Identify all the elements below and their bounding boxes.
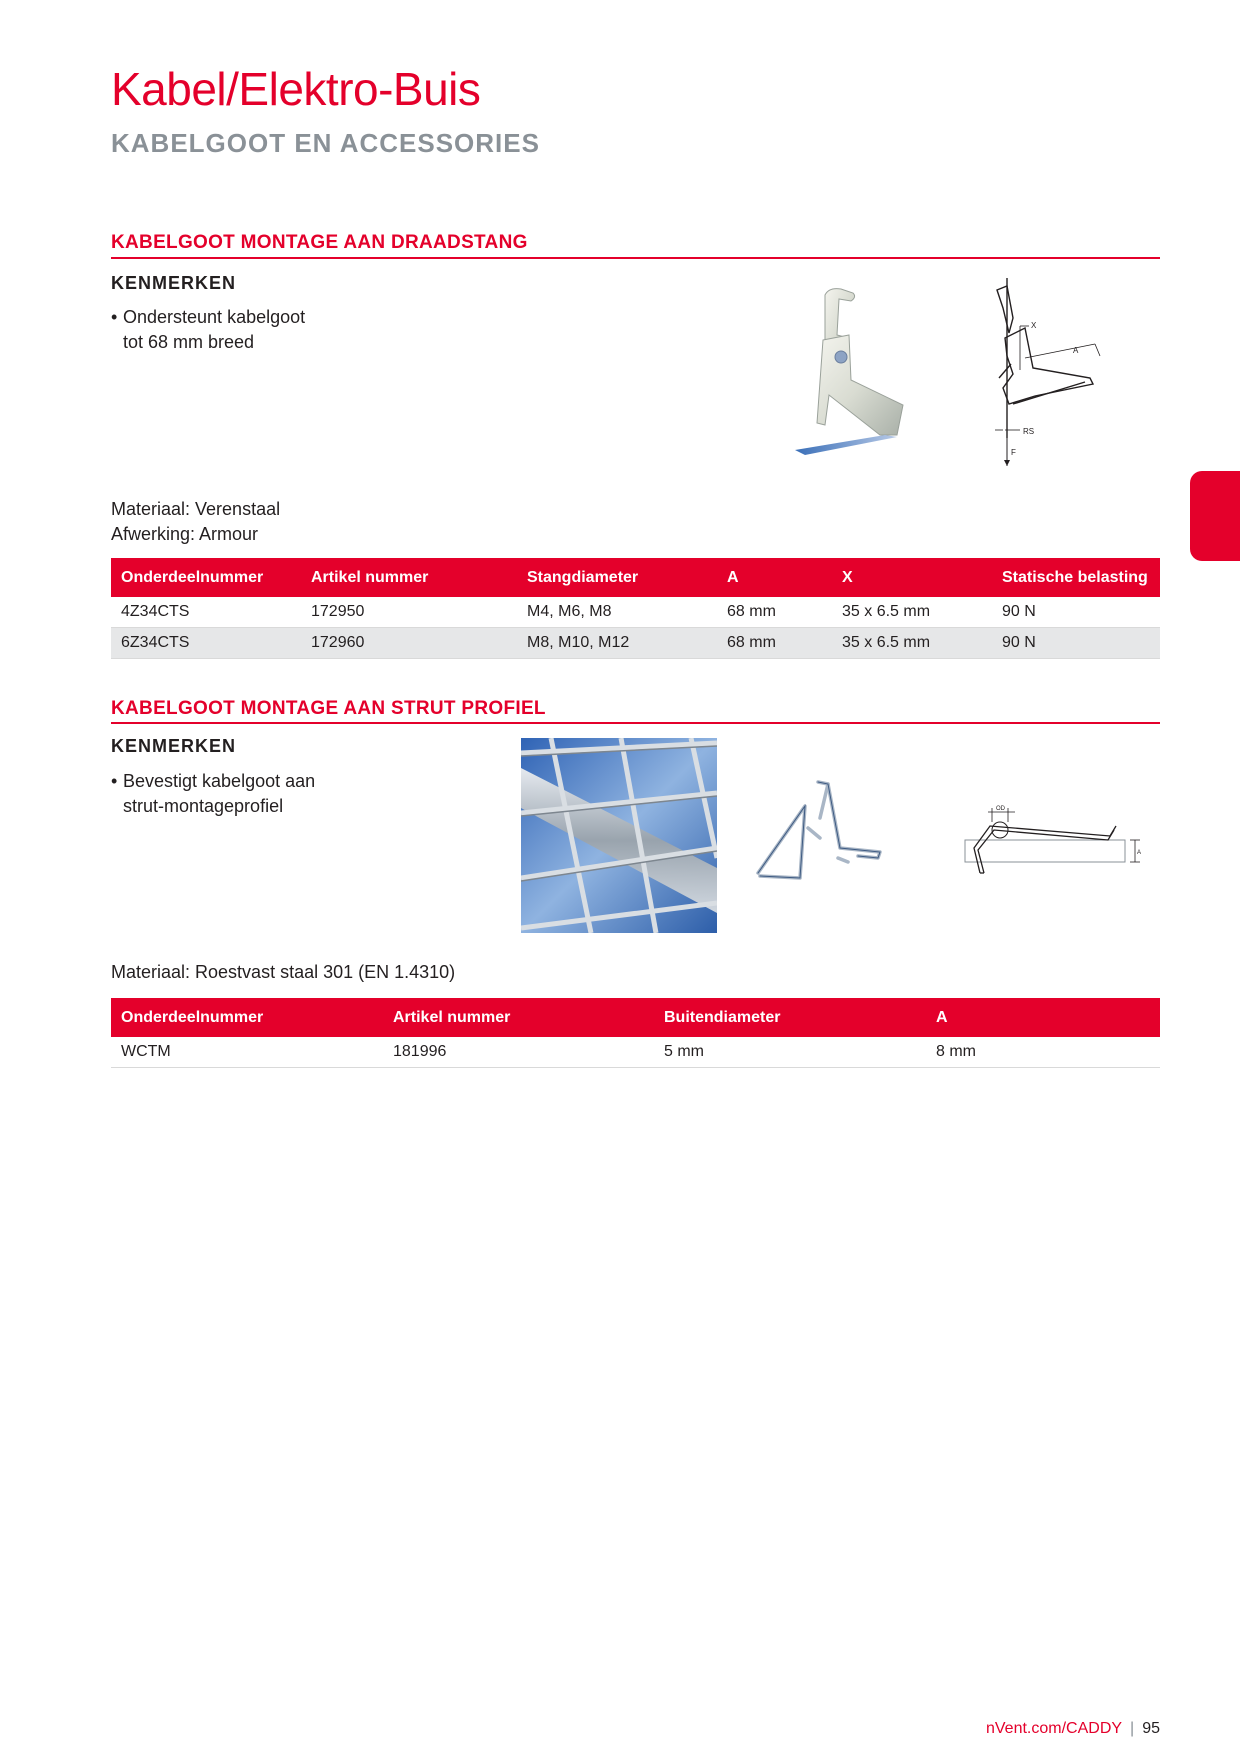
dim-label-a: A [1073, 346, 1079, 355]
section2-technical-drawing [960, 798, 1145, 878]
section1-table [111, 558, 1160, 659]
col-x: X [832, 558, 992, 597]
table-row [111, 597, 1160, 628]
col-artikel-nummer: Artikel nummer [383, 998, 654, 1037]
section2-bullet-line2: strut-montageprofiel [123, 796, 284, 816]
footer-separator: | [1130, 1720, 1135, 1737]
cell: WCTM [111, 1037, 383, 1068]
dim-label-rs: RS [1023, 427, 1035, 436]
cell: 90 N [992, 628, 1160, 659]
table-row [111, 628, 1160, 659]
section2-bullet-line1: Bevestigt kabelgoot aan [123, 771, 316, 791]
col-buitendiameter: Buitendiameter [654, 998, 926, 1037]
col-onderdeelnummer: Onderdeelnummer [111, 998, 383, 1037]
bullet-icon: • [111, 771, 118, 791]
cell: 35 x 6.5 mm [832, 597, 992, 628]
footer [986, 1720, 1160, 1738]
cell: M8, M10, M12 [517, 628, 717, 659]
page-subtitle: KABELGOOT EN ACCESSORIES [111, 128, 540, 158]
col-statische-belasting: Statische belasting [992, 558, 1160, 597]
bullet-icon: • [111, 307, 118, 327]
cell: 8 mm [926, 1037, 1160, 1068]
col-stangdiameter: Stangdiameter [517, 558, 717, 597]
cell: 172960 [301, 628, 517, 659]
section1-title: KABELGOOT MONTAGE AAN DRAADSTANG [111, 232, 528, 253]
cell: 5 mm [654, 1037, 926, 1068]
section2-bullet [111, 769, 441, 819]
cell: 4Z34CTS [111, 597, 301, 628]
section1-product-photo [785, 285, 915, 455]
section2-product-photo [521, 738, 717, 933]
dim-label-a2: A [1137, 850, 1142, 856]
col-a: A [926, 998, 1160, 1037]
section1-rule [111, 257, 1160, 259]
cell: M4, M6, M8 [517, 597, 717, 628]
dim-label-x: X [1031, 321, 1037, 330]
section2-material: Materiaal: Roestvast staal 301 (EN 1.4310) [111, 962, 456, 982]
page-number: 95 [1142, 1720, 1160, 1737]
table-header-row [111, 558, 1160, 597]
dim-label-od: OD [996, 806, 1005, 812]
table-header-row [111, 998, 1160, 1037]
col-a: A [717, 558, 832, 597]
cell: 68 mm [717, 597, 832, 628]
cell: 181996 [383, 1037, 654, 1068]
section1-bullet [111, 305, 441, 355]
cell: 6Z34CTS [111, 628, 301, 659]
section1-bullet-line2: tot 68 mm breed [123, 332, 255, 352]
chapter-tab [1190, 471, 1240, 561]
page-title: Kabel/Elektro-Buis [111, 63, 481, 115]
section1-material: Materiaal: Verenstaal [111, 499, 281, 519]
cell: 68 mm [717, 628, 832, 659]
section1-finish: Afwerking: Armour [111, 524, 259, 544]
section2-title: KABELGOOT MONTAGE AAN STRUT PROFIEL [111, 698, 546, 719]
col-artikel-nummer: Artikel nummer [301, 558, 517, 597]
section1-technical-drawing [985, 278, 1125, 468]
section1-features-heading: KENMERKEN [111, 273, 237, 293]
section2-clip-photo [750, 778, 920, 893]
cell: 172950 [301, 597, 517, 628]
footer-site-link[interactable]: nVent.com/CADDY [985, 1720, 1123, 1737]
section1-bullet-line1: Ondersteunt kabelgoot [123, 307, 306, 327]
cell: 35 x 6.5 mm [832, 628, 992, 659]
section2-rule [111, 722, 1160, 724]
section2-table [111, 998, 1160, 1068]
section2-features-heading: KENMERKEN [111, 736, 237, 756]
col-onderdeelnummer: Onderdeelnummer [111, 558, 301, 597]
table-row [111, 1037, 1160, 1068]
dim-label-f: F [1011, 448, 1016, 457]
cell: 90 N [992, 597, 1160, 628]
